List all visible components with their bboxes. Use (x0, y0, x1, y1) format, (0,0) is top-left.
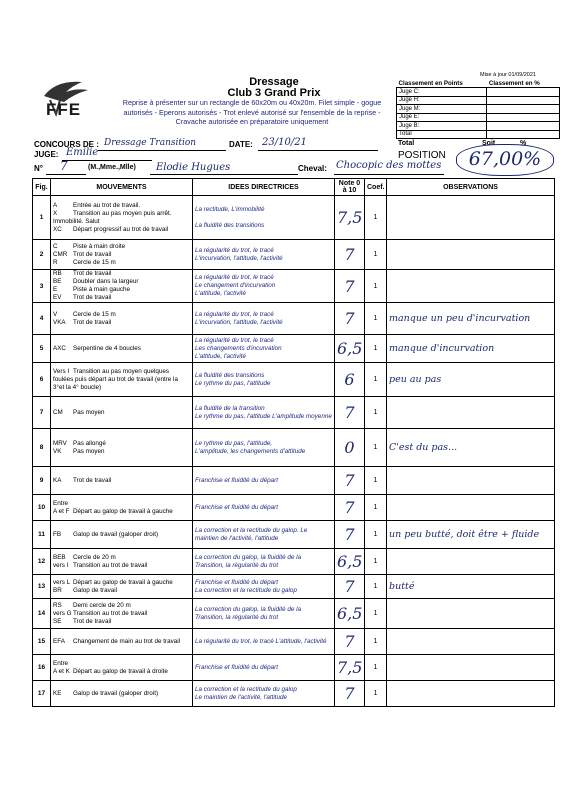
idees-cell (193, 335, 335, 363)
idee-text: Franchise et fluidité du départ (195, 663, 278, 671)
col-coef: Coef. (365, 179, 387, 196)
coef-value: 1 (365, 363, 387, 397)
coef-value: 1 (365, 681, 387, 707)
note-value[interactable]: 6 (335, 363, 365, 397)
fig-number: 5 (33, 335, 51, 363)
movement-letter: V (53, 310, 58, 318)
fig-number: 8 (33, 429, 51, 467)
idee-text: Franchise et fluidité du départ (195, 503, 278, 511)
fig-number: 7 (33, 397, 51, 429)
col-note: Note 0 à 10 (335, 179, 365, 196)
movement-text: Piste à main droite (73, 242, 126, 250)
idee-text: La régularité du trot, le tracé L'attitude, l'activité (195, 637, 327, 645)
idees-cell (193, 495, 335, 521)
coef-value: 1 (365, 575, 387, 599)
coef-value: 1 (365, 549, 387, 575)
observation-text[interactable]: manque d'incurvation (387, 335, 555, 363)
movement-letter: MRV (53, 439, 67, 447)
judge-row (397, 88, 560, 97)
note-value[interactable]: 7 (335, 681, 365, 707)
final-score[interactable]: 67,00% (468, 148, 542, 170)
movement-text: Transition au pas moyen puis arrêt. Immobilité. Salut (53, 209, 172, 225)
movement-letter: VK (53, 447, 62, 455)
movement-letter: CM (53, 408, 63, 416)
total-label: Total (398, 140, 415, 147)
table-row (33, 270, 555, 303)
movement-letter: VKA (53, 318, 66, 326)
table-row (33, 303, 555, 335)
col-observations: OBSERVATIONS (387, 179, 555, 196)
observation-text[interactable] (387, 629, 555, 655)
coef-value: 1 (365, 495, 387, 521)
idees-cell (193, 629, 335, 655)
movement-cell (51, 521, 193, 549)
coef-value: 1 (365, 521, 387, 549)
movement-letter: E (53, 286, 58, 293)
fig-number: 17 (33, 681, 51, 707)
movement-text: Départ au galop de travail à gauche (73, 507, 173, 515)
judges-table (396, 80, 560, 139)
fig-number: 2 (33, 240, 51, 270)
table-row (33, 575, 555, 599)
movement-cell (51, 363, 193, 397)
table-row (33, 429, 555, 467)
table-row (33, 655, 555, 681)
movement-text: Pas moyen (73, 408, 105, 416)
percent-label: % (520, 140, 527, 147)
observation-text[interactable] (387, 599, 555, 629)
movement-text: Galop de travail (73, 586, 118, 594)
movement-letter: AXC (53, 344, 66, 352)
observation-text[interactable]: butté (387, 575, 555, 599)
scoring-table (32, 178, 555, 707)
movement-text: Trot de travail (73, 270, 112, 277)
movement-cell (51, 575, 193, 599)
idees-cell (193, 196, 335, 240)
fig-number: 11 (33, 521, 51, 549)
coef-value: 1 (365, 335, 387, 363)
observation-text[interactable] (387, 467, 555, 495)
movement-text: Départ au galop de travail à gauche (73, 578, 173, 586)
movement-cell (51, 270, 193, 303)
judges-col-percent: Classement en % (487, 80, 560, 88)
idee-text: La rectitude, L'immobilité (195, 205, 265, 213)
note-value[interactable]: 7 (335, 629, 365, 655)
judge-label: Juge C: (397, 88, 487, 97)
note-value[interactable]: 0 (335, 429, 365, 467)
fig-number: 14 (33, 599, 51, 629)
note-value[interactable]: 7 (335, 303, 365, 335)
movement-text: Demi cercle de 20 m (73, 601, 131, 609)
movement-letter: EV (53, 294, 62, 301)
idee-text: Le changement d'incurvation (195, 282, 276, 289)
observation-text[interactable]: manque un peu d'incurvation (387, 303, 555, 335)
juge-value[interactable]: Emilie (66, 147, 99, 158)
cheval-value[interactable]: Chocopic des mottes (336, 160, 442, 171)
note-value[interactable]: 7 (335, 397, 365, 429)
movement-cell (51, 599, 193, 629)
movement-text: Transition au pas moyen quelques foulées puis départ au trot de travail (entre la 3°et la 4° boucle) (53, 367, 178, 391)
note-value[interactable]: 7 (335, 521, 365, 549)
movement-text: Départ au galop de travail à droite (73, 667, 168, 675)
idee-text: La régularité du trot, le tracé (195, 246, 274, 254)
judge-label: Juge M: (397, 105, 487, 114)
coef-value: 1 (365, 599, 387, 629)
movement-cell (51, 429, 193, 467)
movement-text: Galop de travail (galoper droit) (73, 530, 159, 538)
table-row (33, 240, 555, 270)
movement-cell (51, 240, 193, 270)
table-row (33, 521, 555, 549)
coef-value: 1 (365, 655, 387, 681)
judge-row (397, 122, 560, 131)
note-value[interactable]: 7 (335, 575, 365, 599)
movement-letter: EFA (53, 637, 65, 645)
judge-value[interactable] (487, 88, 560, 97)
idees-cell (193, 549, 335, 575)
reprise-description: Reprise à présenter sur un rectangle de 60x20m ou 40x20m. Filet simple - gogue autorisés - Eperons autorisés - Trot enlevé autorisé sur l'ensemble de la reprise - Cravache autorisée en préparatoire uniquement (122, 98, 382, 126)
concours-label: CONCOURS DE : (34, 140, 99, 149)
idee-text (195, 214, 332, 222)
coef-value: 1 (365, 467, 387, 495)
movement-letter: KA (53, 476, 62, 484)
idee-text: La correction du galop, la fluidité de la (195, 605, 302, 613)
soit-label: Soit (482, 140, 496, 147)
judge-row (397, 113, 560, 122)
idee-text: L'incurvation, l'attitude, l'activité (195, 318, 283, 326)
movement-cell (51, 467, 193, 495)
judge-value[interactable] (487, 130, 560, 139)
movement-text: Transition au trot de travail (73, 561, 148, 569)
movement-text: Pas moyen (73, 447, 105, 455)
idees-cell (193, 270, 335, 303)
movement-text: Trot de travail (73, 617, 112, 625)
idees-cell (193, 303, 335, 335)
date-value[interactable]: 23/10/21 (262, 137, 307, 148)
observation-text[interactable]: un peu butté, doit être + fluide (387, 521, 555, 549)
idee-text: Transition, la régularité du trot (195, 561, 279, 569)
fig-number: 9 (33, 467, 51, 495)
movement-letter: KE (53, 689, 62, 697)
observation-text[interactable] (387, 196, 555, 240)
movement-letter: Vers I (53, 367, 70, 375)
note-value[interactable]: 7 (335, 495, 365, 521)
movement-cell (51, 196, 193, 240)
idees-cell (193, 575, 335, 599)
idee-text: L'attitude, l'activité (195, 352, 247, 360)
movement-cell (51, 681, 193, 707)
rider-label: (M.,Mme.,Mlle) (88, 164, 136, 171)
fig-number: 10 (33, 495, 51, 521)
idee-text: La correction et la rectitude du galop. Le maintien de l'activité, l'attitude (195, 526, 308, 542)
number-value[interactable]: 7 (60, 159, 68, 173)
number-label: N° (34, 164, 43, 173)
judge-label: Juge B: (397, 122, 487, 131)
movement-text: Départ progressif au trot de travail (73, 225, 169, 233)
idee-text: L'incurvation, l'attitude, l'activité (195, 254, 283, 262)
observation-text[interactable] (387, 495, 555, 521)
page-subtitle: Club 3 Grand Prix (227, 87, 321, 99)
movement-letter: RS (53, 601, 62, 609)
idee-text: La régularité du trot, le tracé (195, 336, 274, 344)
position-label: POSITION (398, 150, 446, 161)
fig-number: 15 (33, 629, 51, 655)
movement-letter: A (53, 201, 58, 209)
judge-row (397, 105, 560, 114)
observation-text[interactable]: C'est du pas... (387, 429, 555, 467)
judge-label: Total (397, 130, 487, 139)
movement-text: Transition au trot de travail (73, 609, 148, 617)
idees-cell (193, 240, 335, 270)
idee-text: Franchise et fluidité du départ (195, 578, 278, 586)
note-value[interactable]: 7,5 (335, 196, 365, 240)
idee-text: L'amplitude, les changements d'attitude (195, 447, 306, 455)
observation-text[interactable] (387, 270, 555, 303)
note-value[interactable]: 7 (335, 240, 365, 270)
movement-text: Trot de travail (73, 318, 112, 326)
movement-letter: X (53, 209, 58, 217)
fig-number: 13 (33, 575, 51, 599)
ffe-logo-text: FFE (46, 100, 82, 119)
fig-number: 16 (33, 655, 51, 681)
col-idees: IDEES DIRECTRICES (193, 179, 335, 196)
note-value[interactable]: 7,5 (335, 655, 365, 681)
movement-text: Piste à main gauche (73, 286, 131, 293)
judge-value[interactable] (487, 105, 560, 114)
rider-value[interactable]: Elodie Hugues (156, 162, 231, 173)
movement-cell (51, 655, 193, 681)
idee-text: La fluidité des transitions (195, 371, 265, 379)
table-row (33, 196, 555, 240)
note-value[interactable]: 6,5 (335, 335, 365, 363)
movement-letter: Entre A et K (53, 659, 70, 675)
coef-value: 1 (365, 303, 387, 335)
note-value[interactable]: 6,5 (335, 549, 365, 575)
movement-text: Cercle de 15 m (73, 258, 116, 266)
table-row (33, 495, 555, 521)
movement-letter: CMR (53, 250, 68, 258)
movement-letter: BEB (53, 553, 66, 561)
movement-text: Cercle de 15 m (73, 310, 116, 318)
movement-cell (51, 397, 193, 429)
movement-letter: Entre A et F (53, 499, 70, 515)
table-row (33, 335, 555, 363)
note-value[interactable]: 7 (335, 270, 365, 303)
movement-letter: SE (53, 617, 62, 625)
movement-text: Trot de travail (73, 294, 112, 301)
movement-text: Serpentine de 4 boucles (73, 344, 141, 352)
table-row (33, 363, 555, 397)
cheval-label: Cheval: (298, 164, 327, 173)
fig-number: 1 (33, 196, 51, 240)
table-row (33, 629, 555, 655)
table-header-row (33, 179, 555, 196)
coef-value: 1 (365, 397, 387, 429)
judge-row (397, 96, 560, 105)
idee-text: La correction et la rectitude du galop (195, 586, 297, 594)
fig-number: 6 (33, 363, 51, 397)
movement-letter: BE (53, 278, 62, 285)
idee-text: La correction et la rectitude du galop (195, 685, 297, 693)
note-value[interactable]: 6,5 (335, 599, 365, 629)
idee-text: Les changements d'incurvation (195, 344, 282, 352)
movement-text: Trot de travail (73, 250, 112, 258)
table-row (33, 599, 555, 629)
movement-letter: BR (53, 586, 62, 594)
movement-letter: FB (53, 530, 62, 538)
idee-text: Le rythme du pas, l'attitude (195, 379, 271, 387)
idees-cell (193, 655, 335, 681)
movement-letter: vers I (53, 561, 69, 569)
idees-cell (193, 363, 335, 397)
movement-text: Changement de main au trot de travail (73, 637, 181, 645)
table-row (33, 681, 555, 707)
idee-text: La correction du galop, la fluidité de la (195, 553, 302, 561)
judge-row (397, 130, 560, 139)
observation-text[interactable]: peu au pas (387, 363, 555, 397)
note-value[interactable]: 7 (335, 467, 365, 495)
fig-number: 4 (33, 303, 51, 335)
movement-letter: XC (53, 225, 62, 233)
observation-text[interactable] (387, 655, 555, 681)
judge-value[interactable] (487, 113, 560, 122)
page-title: Dressage (249, 76, 299, 88)
coef-value: 1 (365, 429, 387, 467)
movement-text: Doubler dans la largeur (73, 278, 139, 285)
movement-cell (51, 303, 193, 335)
movement-letter: RB (53, 270, 62, 277)
idees-cell (193, 681, 335, 707)
movement-cell (51, 629, 193, 655)
movement-letter: vers L (53, 578, 71, 586)
update-date: Mise à jour 01/09/2021 (480, 72, 536, 78)
coef-value: 1 (365, 240, 387, 270)
judge-value[interactable] (487, 96, 560, 105)
idees-cell (193, 429, 335, 467)
idee-text: La fluidité des transitions (195, 221, 265, 229)
idee-text: La fluidité de la transition (195, 404, 265, 412)
observation-text[interactable] (387, 681, 555, 707)
fig-number: 12 (33, 549, 51, 575)
movement-text: Entrée au trot de travail. (73, 201, 141, 209)
observation-text[interactable] (387, 397, 555, 429)
idees-cell (193, 521, 335, 549)
coef-value: 1 (365, 270, 387, 303)
table-row (33, 467, 555, 495)
coef-value: 1 (365, 629, 387, 655)
idee-text: Franchise et fluidité du départ (195, 476, 278, 484)
movement-cell (51, 549, 193, 575)
judge-label: Juge E: (397, 113, 487, 122)
judge-label: Juge H: (397, 96, 487, 105)
observation-text[interactable] (387, 240, 555, 270)
idee-text: Le maintien de l'activité, l'attitude (195, 693, 288, 701)
date-label: DATE: (229, 140, 253, 149)
judges-col-points: Classement en Points (397, 80, 487, 88)
fig-number: 3 (33, 270, 51, 303)
col-mouvements: MOUVEMENTS (51, 179, 193, 196)
idee-text: La régularité du trot, le tracé (195, 310, 274, 318)
movement-text: Pas allongé (73, 439, 106, 447)
movement-cell (51, 335, 193, 363)
coef-value: 1 (365, 196, 387, 240)
juge-label: JUGE: (34, 150, 59, 159)
concours-value[interactable]: Dressage Transition (104, 138, 197, 148)
observation-text[interactable] (387, 549, 555, 575)
movement-text: Galop de travail (galoper droit) (73, 689, 159, 697)
table-row (33, 549, 555, 575)
idee-text: Transition, la régularité du trot (195, 613, 279, 621)
judge-value[interactable] (487, 122, 560, 131)
idees-cell (193, 467, 335, 495)
idees-cell (193, 599, 335, 629)
idee-text: L'attitude, l'activité (195, 290, 247, 297)
movement-text: Cercle de 20 m (73, 553, 116, 561)
idees-cell (193, 397, 335, 429)
movement-letter: R (53, 258, 58, 266)
movement-letter: vers G (53, 609, 72, 617)
idee-text: Le rythme du pas, l'attitude L'amplitude moyenne (195, 412, 332, 420)
movement-letter: C (53, 242, 58, 250)
idee-text: La régularité du trot, le tracé (195, 274, 274, 281)
idee-text: Le rythme du pas, l'attitude, (195, 439, 273, 447)
movement-cell (51, 495, 193, 521)
table-row (33, 397, 555, 429)
movement-text: Trot de travail (73, 476, 112, 484)
col-fig: Fig. (33, 179, 51, 196)
